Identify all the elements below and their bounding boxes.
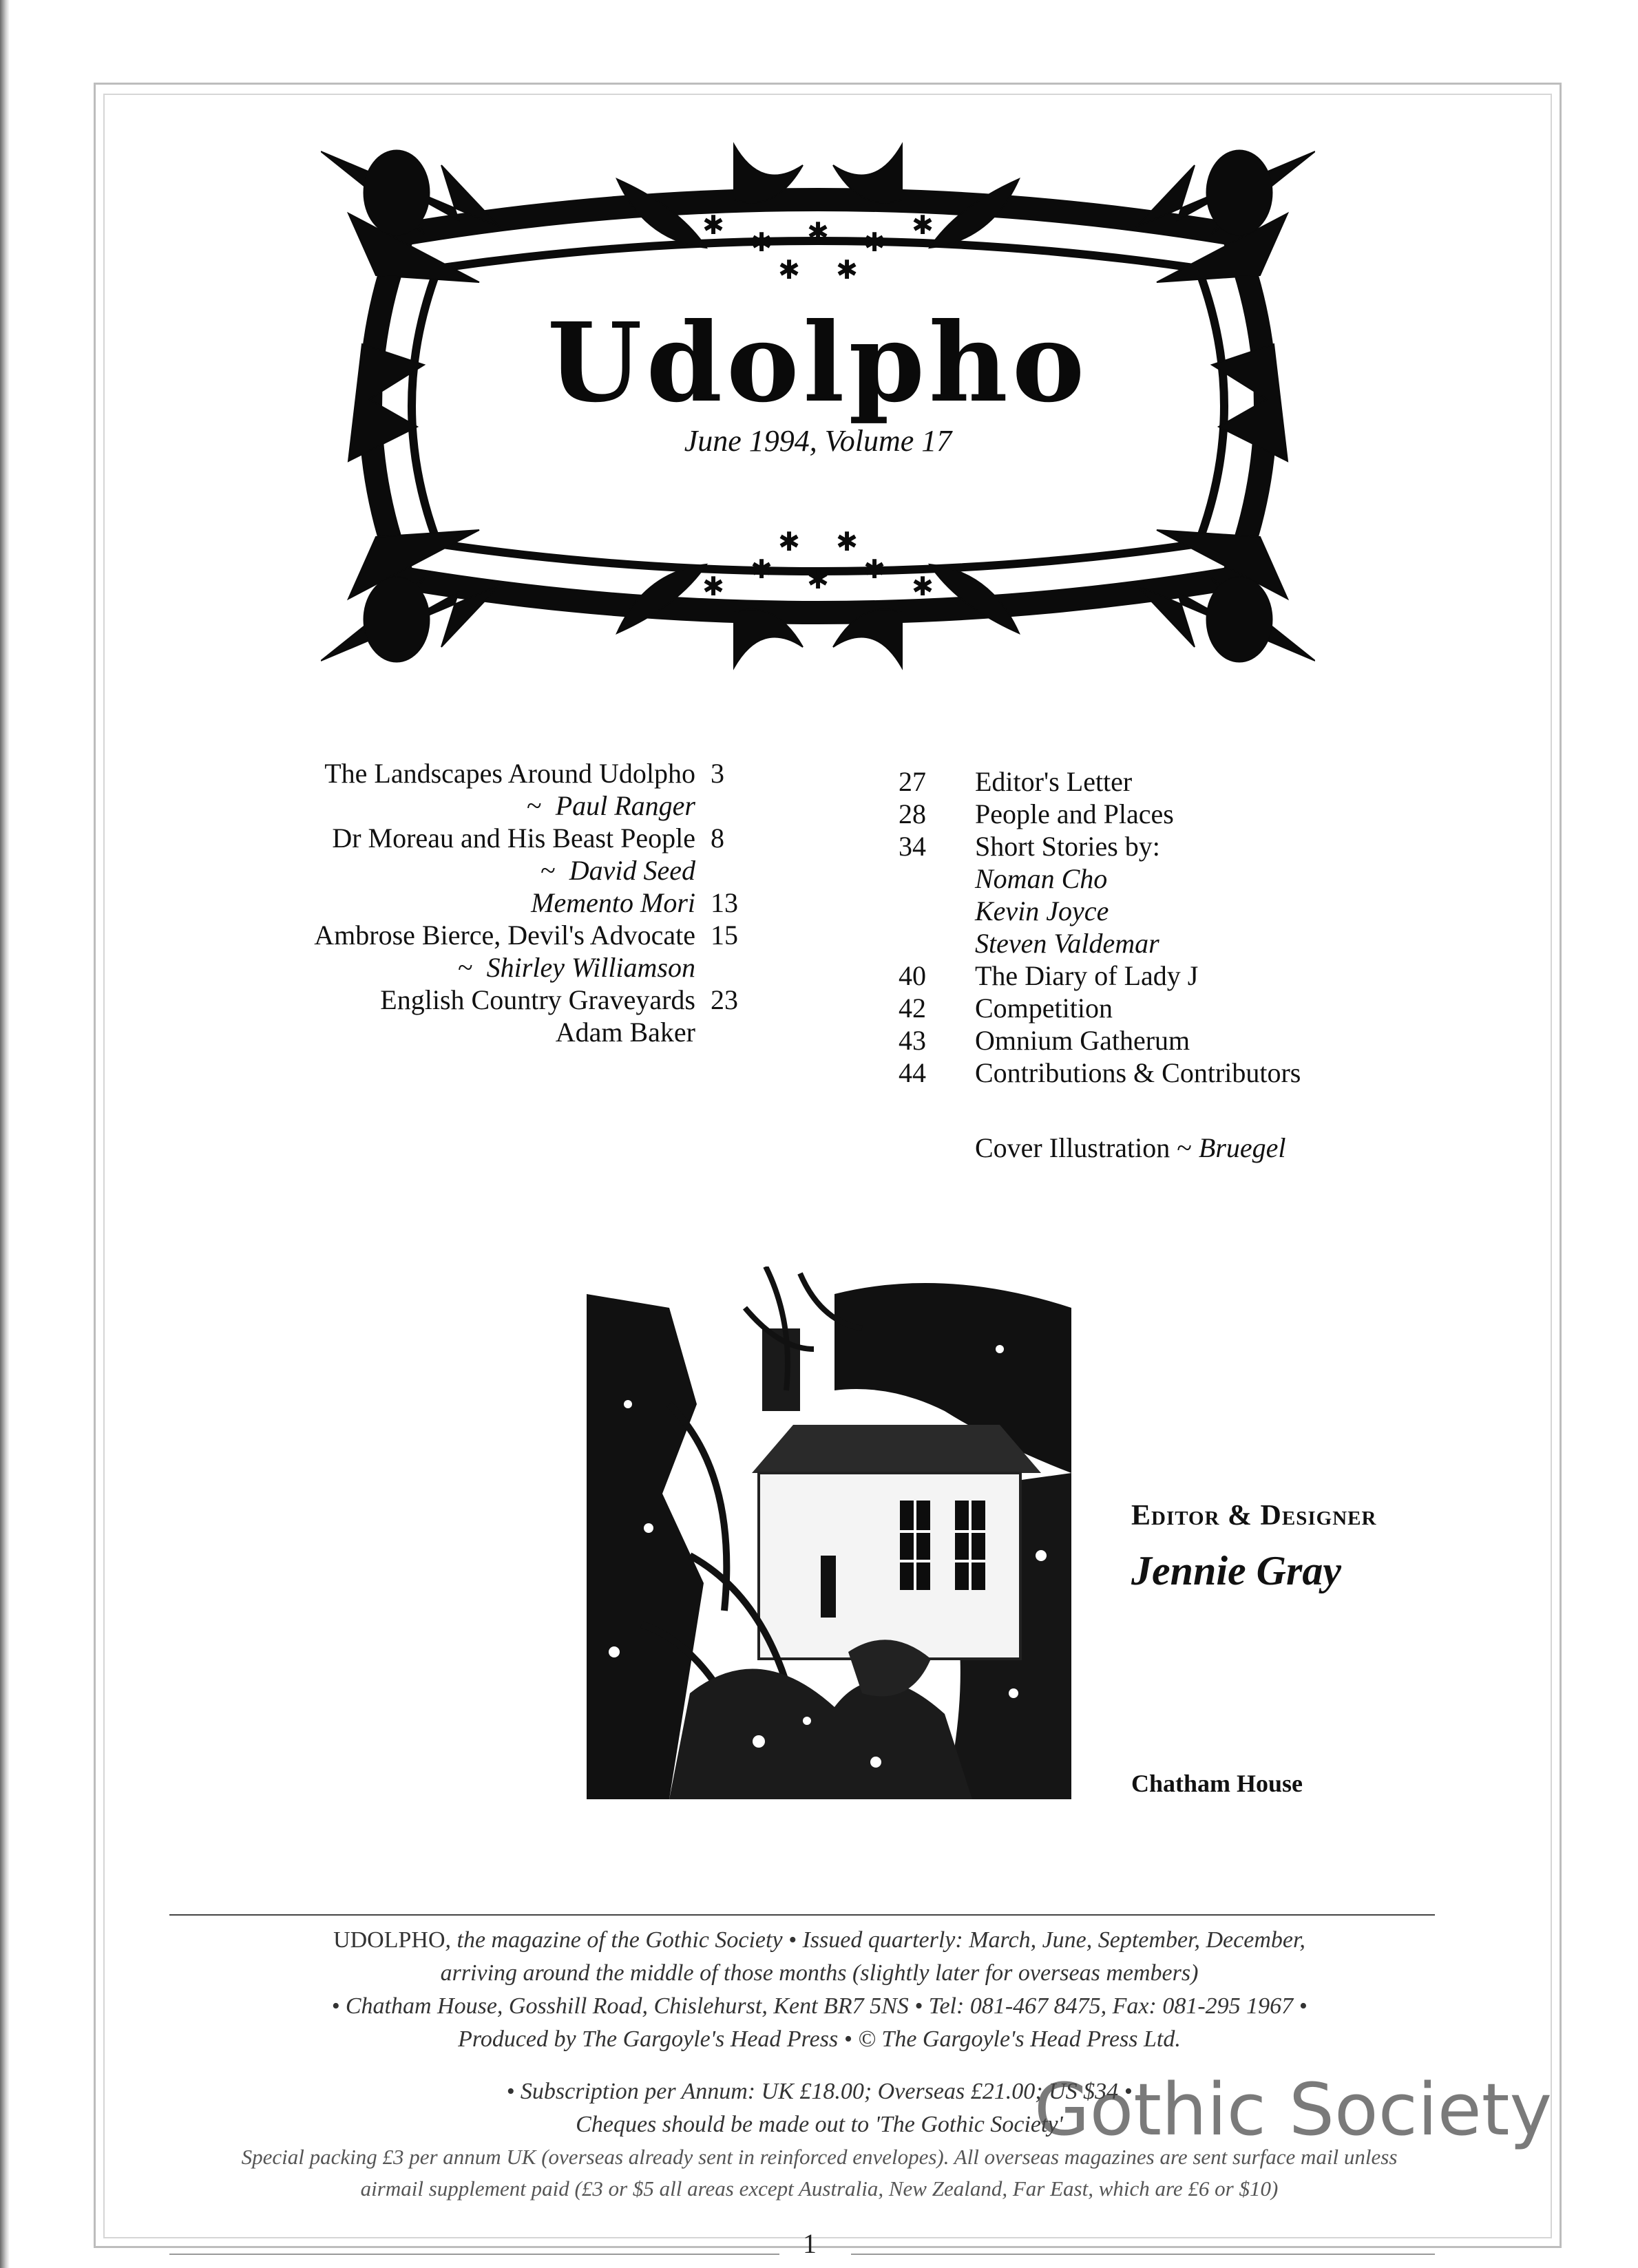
toc-entry: 28 People and Places: [899, 798, 1174, 829]
toc-author: Kevin Joyce: [975, 895, 1109, 926]
footer-line: UDOLPHO, the magazine of the Gothic Society • Issued quarterly: March, June, September, December,: [333, 1927, 1305, 1953]
footer-line: • Chatham House, Gosshill Road, Chislehurst, Kent BR7 5NS • Tel: 081-467 8475, Fax: 081-295 1967 •: [331, 1993, 1308, 2019]
svg-text:✱: ✱: [778, 255, 800, 285]
toc-entry: 42 Competition: [899, 993, 1113, 1024]
scan-edge: [0, 0, 10, 2268]
cheques-line: Cheques should be made out to 'The Gothic Society': [576, 2112, 1063, 2137]
svg-text:✱: ✱: [778, 527, 800, 557]
masthead: [321, 138, 1315, 675]
bottom-rule-right: [851, 2254, 1435, 2255]
svg-text:✱: ✱: [702, 210, 724, 240]
house-photo-icon: [587, 1267, 1071, 1799]
footer-divider: [169, 1914, 1435, 1916]
svg-text:✱: ✱: [750, 227, 773, 257]
svg-text:✱: ✱: [750, 554, 773, 584]
toc-left-column: [220, 757, 771, 1048]
svg-text:✱: ✱: [863, 554, 885, 584]
svg-text:✱: ✱: [836, 527, 858, 557]
svg-text:✱: ✱: [912, 210, 934, 240]
toc-entry: Memento Mori 13: [531, 887, 738, 918]
toc-author: ~ David Seed: [540, 855, 695, 886]
issue-date: June 1994, Volume 17: [684, 424, 952, 458]
toc-entry: Dr Moreau and His Beast People 8: [332, 823, 724, 854]
svg-text:✱: ✱: [702, 571, 724, 602]
toc-entry: 34 Short Stories by:: [899, 831, 1160, 862]
watermark: Gothic Society: [1034, 2068, 1553, 2152]
chatham-house-photo: [587, 1267, 1071, 1799]
toc-entry: 43 Omnium Gatherum: [899, 1025, 1190, 1056]
photo-caption: Chatham House: [1131, 1770, 1303, 1797]
footer-line: Produced by The Gargoyle's Head Press • © The Gargoyle's Head Press Ltd.: [458, 2026, 1181, 2052]
toc-right-column: [888, 765, 1508, 1089]
toc-author: Steven Valdemar: [975, 928, 1159, 959]
toc-entry: 27 Editor's Letter: [899, 766, 1133, 797]
packing-line: Special packing £3 per annum UK (overseas already sent in reinforced envelopes). All overseas magazines are sent surface mail unless: [241, 2145, 1398, 2169]
toc-author: Noman Cho: [975, 863, 1108, 894]
svg-text:✱: ✱: [912, 571, 934, 602]
svg-text:✱: ✱: [863, 227, 885, 257]
airmail-line: airmail supplement paid (£3 or $5 all areas except Australia, New Zealand, Far East, which are £6 or $10): [360, 2176, 1279, 2201]
toc-entry: 44 Contributions & Contributors: [899, 1057, 1301, 1088]
toc-entry: The Landscapes Around Udolpho 3: [324, 758, 724, 789]
editor-role: Editor & Designer: [1131, 1500, 1377, 1532]
svg-text:✱: ✱: [807, 564, 829, 595]
footer-line: arriving around the middle of those months (slightly later for overseas members): [440, 1960, 1199, 1986]
toc-author: ~ Paul Ranger: [527, 790, 695, 821]
bottom-rule-left: [169, 2254, 779, 2255]
toc-entry: 40 The Diary of Lady J: [899, 960, 1199, 991]
page-number: 1: [803, 2228, 817, 2259]
toc-entry: Adam Baker: [555, 1017, 695, 1048]
toc-entry: Ambrose Bierce, Devil's Advocate 15: [314, 920, 738, 951]
editor-name: Jennie Gray: [1131, 1548, 1341, 1593]
toc-entry: English Country Graveyards 23: [380, 984, 738, 1015]
magazine-title: Udolpho: [547, 299, 1089, 427]
svg-text:✱: ✱: [836, 255, 858, 285]
cover-credit: Cover Illustration ~ Bruegel: [975, 1132, 1286, 1163]
subscription-line: • Subscription per Annum: UK £18.00; Overseas £21.00; US $34 •: [506, 2079, 1133, 2104]
svg-text:✱: ✱: [807, 217, 829, 247]
toc-author: ~ Shirley Williamson: [458, 952, 695, 983]
